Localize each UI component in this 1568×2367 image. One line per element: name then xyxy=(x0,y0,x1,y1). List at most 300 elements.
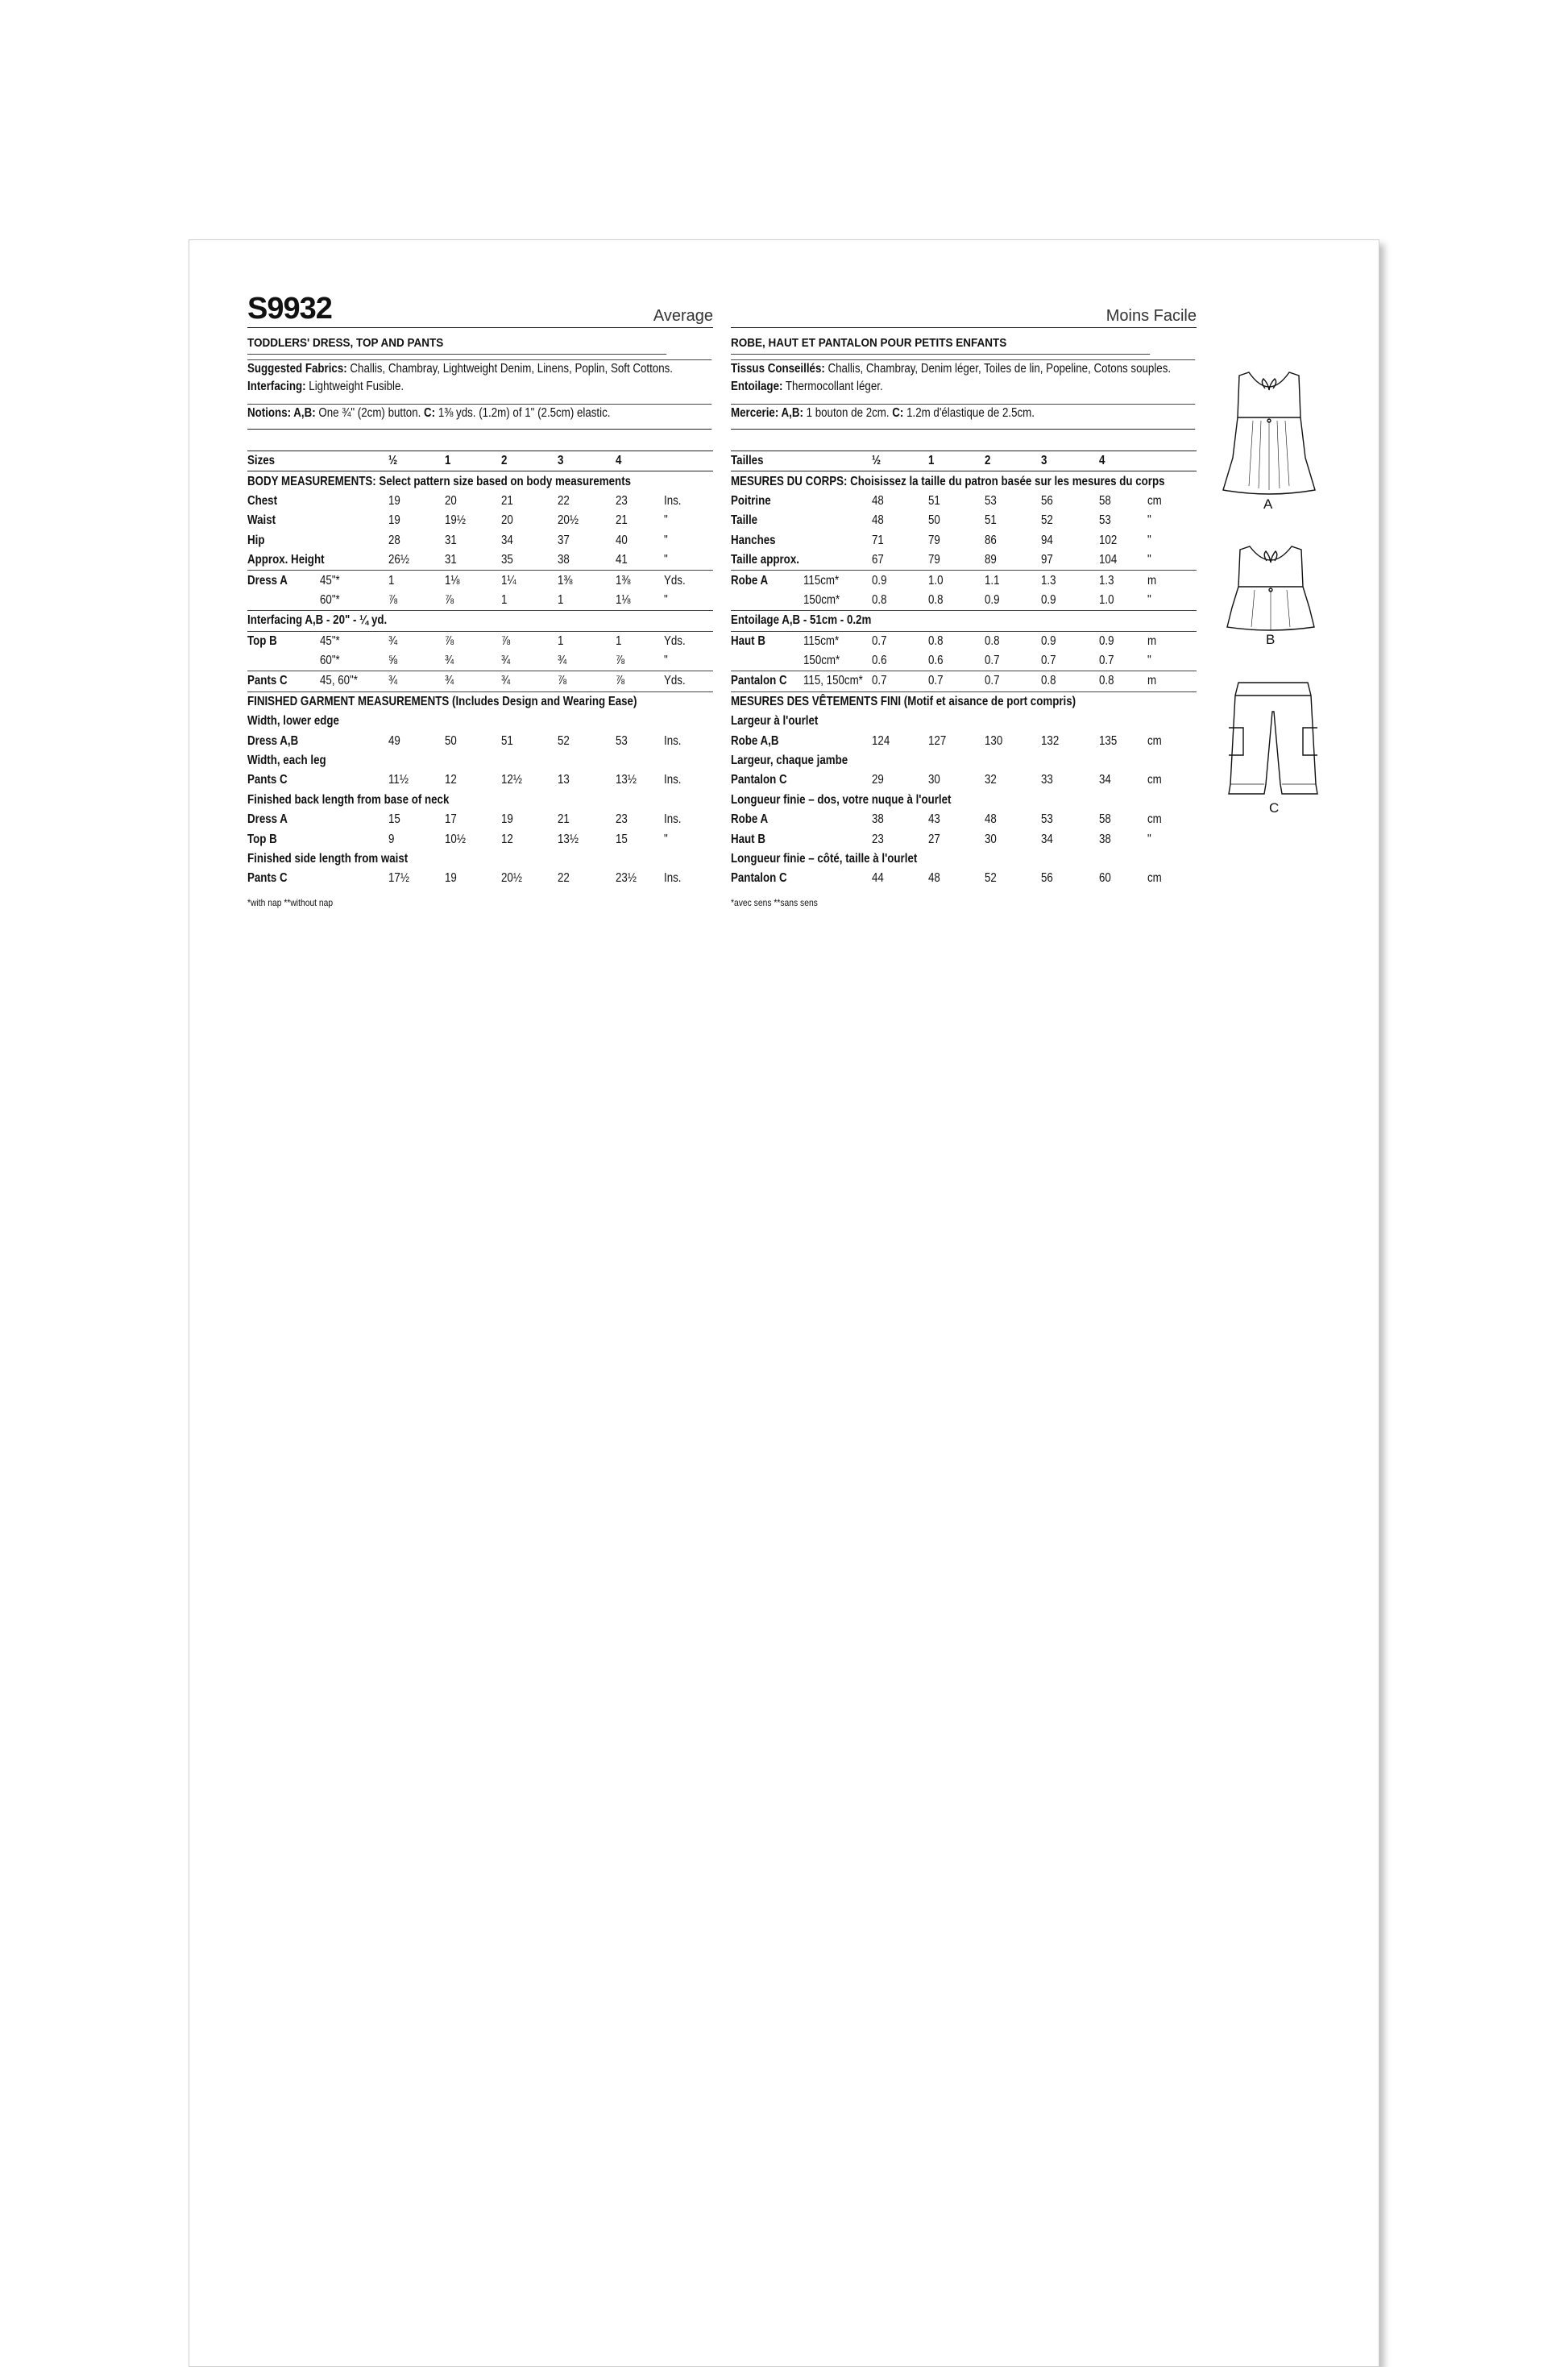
fabric-width xyxy=(803,731,872,750)
row-label xyxy=(731,591,803,611)
value-cell: 0.8 xyxy=(872,592,887,607)
table-row xyxy=(731,712,1197,731)
row-label: Haut B xyxy=(731,631,803,651)
value-cell: 15 xyxy=(388,812,400,827)
value-cell: 20½ xyxy=(558,513,579,528)
value-cell: 22 xyxy=(558,493,570,508)
table-row xyxy=(247,591,713,611)
value-cell: 86 xyxy=(985,533,997,547)
fabric-width xyxy=(803,869,872,888)
value-cell: 0.9 xyxy=(1041,631,1099,651)
value-cell: ⅞ xyxy=(501,631,558,651)
sublabel-cell: Largeur, chaque jambe xyxy=(731,754,848,768)
value-cell: ½ xyxy=(872,451,928,471)
fabrics-paragraph-fr xyxy=(731,359,1196,399)
table-row xyxy=(731,451,1197,471)
value-cell: 50 xyxy=(928,513,940,528)
unit-cell: " xyxy=(1147,553,1151,567)
fabric-width: 115cm* xyxy=(803,631,872,651)
notions-text: One ¾" (2cm) button. xyxy=(315,406,425,420)
pants-c-illustration xyxy=(1221,679,1325,816)
unit-cell: " xyxy=(1147,533,1151,547)
value-cell: 1.3 xyxy=(1041,571,1099,591)
fabrics-paragraph xyxy=(247,359,712,399)
value-cell: 20 xyxy=(445,493,457,508)
row-label: Robe A xyxy=(731,812,769,827)
fabric-width xyxy=(803,810,872,829)
label-b: B xyxy=(1266,632,1276,647)
row-label: Poitrine xyxy=(731,493,771,508)
value-cell: ⅞ xyxy=(558,671,616,691)
value-cell: 2 xyxy=(501,451,558,471)
value-cell: 1 xyxy=(616,631,664,651)
table-row xyxy=(247,751,713,770)
value-cell: 35 xyxy=(501,553,513,567)
row-label xyxy=(247,651,320,671)
value-cell: 44 xyxy=(872,871,884,886)
notions-label-fr: Mercerie: A,B: xyxy=(731,406,803,420)
row-label: Pants C xyxy=(247,671,320,691)
value-cell: 0.9 xyxy=(1041,592,1056,607)
value-cell: 1 xyxy=(501,592,508,607)
value-cell: 19 xyxy=(445,871,457,886)
table-row xyxy=(731,631,1197,651)
table-row xyxy=(247,810,713,829)
value-cell: 0.7 xyxy=(1099,654,1114,668)
table-row xyxy=(247,631,713,651)
value-cell: 41 xyxy=(616,553,628,567)
value-cell: 0.7 xyxy=(928,671,985,691)
table-row xyxy=(247,531,713,550)
section-heading: FINISHED GARMENT MEASUREMENTS (Includes Design and Wearing Ease) xyxy=(247,691,713,712)
value-cell: 0.9 xyxy=(872,571,928,591)
french-column xyxy=(731,301,1197,908)
value-cell: ⅞ xyxy=(616,671,664,691)
notions-c-label: C: xyxy=(424,406,436,420)
value-cell: 13½ xyxy=(616,773,637,787)
value-cell: 52 xyxy=(985,871,997,886)
value-cell: 12 xyxy=(501,832,513,846)
value-cell: 53 xyxy=(1041,812,1053,827)
section-heading: BODY MEASUREMENTS: Select pattern size based on body measurements xyxy=(247,474,632,488)
sublabel-cell: Finished back length from base of neck xyxy=(247,792,450,807)
row-label: Pantalon C xyxy=(731,871,787,886)
pattern-back-sheet xyxy=(189,239,1379,2367)
value-cell: 89 xyxy=(985,553,997,567)
pattern-title: TODDLERS' DRESS, TOP AND PANTS xyxy=(247,336,666,355)
pattern-number: S9932 xyxy=(247,292,332,326)
dress-icon xyxy=(1217,369,1321,498)
value-cell: 51 xyxy=(928,493,940,508)
unit-cell: " xyxy=(1147,832,1151,846)
fabric-width xyxy=(320,492,388,511)
unit-cell: " xyxy=(664,533,668,547)
table-row xyxy=(731,691,1197,712)
row-label: Top B xyxy=(247,631,320,651)
notions-c-text-fr: 1.2m d'élastique de 2.5cm. xyxy=(903,406,1035,420)
table-row xyxy=(731,671,1197,691)
unit-cell: m xyxy=(1147,571,1197,591)
value-cell: ¾ xyxy=(501,671,558,691)
value-cell: 17½ xyxy=(388,871,409,886)
notions-c-label-fr: C: xyxy=(892,406,904,420)
value-cell: 0.8 xyxy=(1041,671,1099,691)
fabric-width xyxy=(320,731,388,750)
table-row xyxy=(731,849,1197,869)
unit-cell: cm xyxy=(1147,773,1162,787)
fabric-width xyxy=(320,511,388,530)
unit-cell: Ins. xyxy=(664,812,682,827)
value-cell: 29 xyxy=(872,773,884,787)
value-cell: 1 xyxy=(558,592,564,607)
value-cell: 1 xyxy=(928,451,985,471)
value-cell: 52 xyxy=(558,733,570,748)
interfacing-text: Lightweight Fusible. xyxy=(305,380,404,393)
sublabel-cell: Largeur à l'ourlet xyxy=(731,714,819,729)
value-cell: 79 xyxy=(928,553,940,567)
value-cell: 1⅛ xyxy=(616,592,631,607)
label-c: C xyxy=(1269,800,1280,816)
table-row xyxy=(247,770,713,790)
value-cell: 0.7 xyxy=(985,654,1000,668)
value-cell: 60 xyxy=(1099,871,1111,886)
section-heading: Interfacing A,B - 20" - ¼ yd. xyxy=(247,611,713,631)
value-cell: 127 xyxy=(928,733,947,748)
value-cell: ⅞ xyxy=(445,592,454,607)
value-cell: ¾ xyxy=(388,671,445,691)
row-label: Approx. Height xyxy=(247,553,325,567)
row-label: Pants C xyxy=(247,773,288,787)
value-cell: 40 xyxy=(616,533,628,547)
difficulty-level-fr: Moins Facile xyxy=(1105,307,1197,325)
table-row xyxy=(247,471,713,492)
fabric-width xyxy=(803,492,872,511)
table-row xyxy=(247,651,713,671)
table-row xyxy=(247,869,713,888)
english-header xyxy=(247,292,713,328)
value-cell: 0.9 xyxy=(985,592,1000,607)
value-cell: 1⅛ xyxy=(445,571,501,591)
value-cell: 34 xyxy=(1041,832,1053,846)
unit-cell xyxy=(664,451,713,471)
sublabel-cell: Longueur finie – dos, votre nuque à l'ourlet xyxy=(731,792,952,807)
measurement-table xyxy=(247,451,713,889)
value-cell: 23 xyxy=(872,832,884,846)
value-cell: 1.3 xyxy=(1099,571,1147,591)
table-row xyxy=(731,731,1197,750)
value-cell: 21 xyxy=(558,812,570,827)
measurement-table-fr xyxy=(731,451,1197,889)
fabric-width xyxy=(803,829,872,849)
row-label: Dress A,B xyxy=(247,733,299,748)
value-cell: 94 xyxy=(1041,533,1053,547)
value-cell: 97 xyxy=(1041,553,1053,567)
value-cell: 10½ xyxy=(445,832,466,846)
value-cell: ¾ xyxy=(558,654,567,668)
value-cell: 58 xyxy=(1099,493,1111,508)
value-cell: 50 xyxy=(445,733,457,748)
table-row xyxy=(247,671,713,691)
unit-cell: cm xyxy=(1147,812,1162,827)
value-cell: 132 xyxy=(1041,733,1060,748)
table-row xyxy=(731,511,1197,530)
row-label: Waist xyxy=(247,513,276,528)
table-row xyxy=(247,511,713,530)
value-cell: 26½ xyxy=(388,553,409,567)
value-cell: 58 xyxy=(1099,812,1111,827)
row-label: Hanches xyxy=(731,533,776,547)
interfacing-label-fr: Entoilage: xyxy=(731,380,783,393)
value-cell: 124 xyxy=(872,733,890,748)
value-cell: 28 xyxy=(388,533,400,547)
interfacing-text-fr: Thermocollant léger. xyxy=(782,380,883,393)
table-row xyxy=(731,810,1197,829)
notions-c-text: 1⅜ yds. (1.2m) of 1" (2.5cm) elastic. xyxy=(435,406,611,420)
table-row xyxy=(247,691,713,712)
value-cell: 9 xyxy=(388,832,395,846)
table-row xyxy=(247,712,713,731)
unit-cell: " xyxy=(1147,513,1151,528)
row-label: Haut B xyxy=(731,832,765,846)
row-label: Chest xyxy=(247,493,278,508)
fabric-width xyxy=(320,869,388,888)
table-row xyxy=(247,791,713,810)
fabric-width xyxy=(320,770,388,790)
table-row xyxy=(731,550,1197,571)
value-cell: 1.0 xyxy=(1099,592,1114,607)
value-cell: 31 xyxy=(445,553,457,567)
value-cell: ¾ xyxy=(501,654,511,668)
fabric-width xyxy=(803,451,872,471)
unit-cell: m xyxy=(1147,631,1197,651)
footnote-fr: *avec sens **sans sens xyxy=(731,896,818,908)
table-row xyxy=(731,751,1197,770)
table-row xyxy=(731,869,1197,888)
value-cell: 30 xyxy=(928,773,940,787)
value-cell: 30 xyxy=(985,832,997,846)
value-cell: 21 xyxy=(616,513,628,528)
unit-cell: m xyxy=(1147,671,1197,691)
value-cell: 1 xyxy=(558,631,616,651)
fabric-width xyxy=(320,531,388,550)
value-cell: 102 xyxy=(1099,533,1118,547)
unit-cell: cm xyxy=(1147,493,1162,508)
sublabel-cell: Finished side length from waist xyxy=(247,852,409,866)
value-cell: 52 xyxy=(1041,513,1053,528)
unit-cell: " xyxy=(664,553,668,567)
value-cell: 48 xyxy=(985,812,997,827)
table-row xyxy=(731,651,1197,671)
table-row xyxy=(247,611,713,631)
difficulty-level: Average xyxy=(653,307,713,325)
fabric-width xyxy=(803,531,872,550)
row-label: Pants C xyxy=(247,871,288,886)
value-cell: 13½ xyxy=(558,832,579,846)
unit-cell: " xyxy=(664,513,668,528)
value-cell: 23½ xyxy=(616,871,637,886)
table-row xyxy=(247,571,713,591)
value-cell: 56 xyxy=(1041,493,1053,508)
value-cell: 34 xyxy=(501,533,513,547)
top-icon xyxy=(1222,545,1319,633)
value-cell: 0.8 xyxy=(985,631,1041,651)
pattern-title-fr: ROBE, HAUT ET PANTALON POUR PETITS ENFANTS xyxy=(731,336,1150,355)
table-row xyxy=(731,611,1197,631)
unit-cell: " xyxy=(664,592,668,607)
value-cell: 1 xyxy=(388,571,445,591)
value-cell: 1⅜ xyxy=(616,571,664,591)
value-cell: 38 xyxy=(1099,832,1111,846)
top-b-illustration xyxy=(1222,545,1319,647)
value-cell: 3 xyxy=(1041,451,1099,471)
value-cell: ¾ xyxy=(445,654,454,668)
value-cell: 48 xyxy=(872,493,884,508)
value-cell: 34 xyxy=(1099,773,1111,787)
fabrics-label-fr: Tissus Conseillés: xyxy=(731,362,825,376)
value-cell: 43 xyxy=(928,812,940,827)
fabric-width: 60"* xyxy=(320,654,340,668)
value-cell: 0.9 xyxy=(1099,631,1147,651)
row-label xyxy=(247,591,320,611)
value-cell: 11½ xyxy=(388,773,409,787)
value-cell: 12 xyxy=(445,773,457,787)
english-column xyxy=(247,292,713,908)
row-label: Robe A,B xyxy=(731,733,779,748)
value-cell: 0.8 xyxy=(928,592,944,607)
value-cell: 31 xyxy=(445,533,457,547)
value-cell: ¾ xyxy=(388,631,445,651)
value-cell: 13 xyxy=(558,773,570,787)
fabrics-text: Challis, Chambray, Lightweight Denim, Linens, Poplin, Soft Cottons. xyxy=(346,362,673,376)
table-row xyxy=(247,731,713,750)
notions-paragraph-fr xyxy=(731,404,1196,430)
fabric-width: 150cm* xyxy=(803,654,840,668)
value-cell: 51 xyxy=(501,733,513,748)
value-cell: 15 xyxy=(616,832,628,846)
fabric-width: 60"* xyxy=(320,592,340,607)
table-row xyxy=(731,492,1197,511)
value-cell: 0.8 xyxy=(1099,671,1147,691)
unit-cell: Yds. xyxy=(664,571,713,591)
value-cell: 0.7 xyxy=(872,671,928,691)
unit-cell: " xyxy=(1147,654,1151,668)
value-cell: ¾ xyxy=(445,671,501,691)
table-row xyxy=(247,829,713,849)
row-label: Dress A xyxy=(247,571,320,591)
value-cell: 19½ xyxy=(445,513,466,528)
value-cell: 22 xyxy=(558,871,570,886)
interfacing-label: Interfacing: xyxy=(247,380,306,393)
dress-a-illustration xyxy=(1217,369,1321,512)
value-cell: 53 xyxy=(1099,513,1111,528)
value-cell: 56 xyxy=(1041,871,1053,886)
fabric-width: 45, 60"* xyxy=(320,671,388,691)
value-cell: 27 xyxy=(928,832,940,846)
row-label: Taille approx. xyxy=(731,553,799,567)
notions-paragraph xyxy=(247,404,712,430)
value-cell: 67 xyxy=(872,553,884,567)
value-cell: 23 xyxy=(616,812,628,827)
unit-cell: cm xyxy=(1147,733,1162,748)
unit-cell: Ins. xyxy=(664,493,682,508)
table-row xyxy=(731,471,1197,492)
unit-cell: Yds. xyxy=(664,671,713,691)
value-cell: 53 xyxy=(616,733,628,748)
value-cell: 3 xyxy=(558,451,616,471)
unit-cell: cm xyxy=(1147,871,1162,886)
fabric-width: 45"* xyxy=(320,571,388,591)
sublabel-cell: Width, lower edge xyxy=(247,714,339,729)
value-cell: 0.6 xyxy=(872,654,887,668)
table-row xyxy=(731,591,1197,611)
unit-cell xyxy=(1147,451,1197,471)
table-row xyxy=(247,492,713,511)
fabric-width: 150cm* xyxy=(803,592,840,607)
fabrics-text-fr: Challis, Chambray, Denim léger, Toiles de lin, Popeline, Cotons souples. xyxy=(824,362,1172,376)
value-cell: 0.7 xyxy=(985,671,1041,691)
value-cell: 1⅜ xyxy=(558,571,616,591)
fabric-width xyxy=(803,511,872,530)
value-cell: 32 xyxy=(985,773,997,787)
unit-cell: Ins. xyxy=(664,733,682,748)
table-row xyxy=(731,770,1197,790)
value-cell: 19 xyxy=(388,513,400,528)
value-cell: 0.8 xyxy=(928,631,985,651)
label-a: A xyxy=(1263,496,1273,512)
value-cell: ⅝ xyxy=(388,654,398,668)
section-heading: Entoilage A,B - 51cm - 0.2m xyxy=(731,611,1197,631)
section-heading: MESURES DES VÊTEMENTS FINI (Motif et aisance de port compris) xyxy=(731,691,1197,712)
footnote: *with nap **without nap xyxy=(247,896,334,908)
row-label: Taille xyxy=(731,513,758,528)
value-cell: 1 xyxy=(445,451,501,471)
value-cell: 48 xyxy=(928,871,940,886)
fabric-width xyxy=(803,770,872,790)
unit-cell: Ins. xyxy=(664,773,682,787)
unit-cell: Yds. xyxy=(664,631,713,651)
row-label: Sizes xyxy=(247,451,320,471)
fabrics-label: Suggested Fabrics: xyxy=(247,362,347,376)
value-cell: 4 xyxy=(616,451,664,471)
value-cell: 21 xyxy=(501,493,513,508)
value-cell: 79 xyxy=(928,533,940,547)
sublabel-cell: Width, each leg xyxy=(247,754,326,768)
value-cell: 104 xyxy=(1099,553,1118,567)
value-cell: 1¼ xyxy=(501,571,558,591)
value-cell: 20½ xyxy=(501,871,522,886)
value-cell: 33 xyxy=(1041,773,1053,787)
table-row xyxy=(247,849,713,869)
value-cell: 130 xyxy=(985,733,1003,748)
table-row xyxy=(731,571,1197,591)
row-label: Robe A xyxy=(731,571,803,591)
fabric-width: 45"* xyxy=(320,631,388,651)
value-cell: 20 xyxy=(501,513,513,528)
value-cell: ⅞ xyxy=(388,592,398,607)
value-cell: 38 xyxy=(558,553,570,567)
value-cell: ⅞ xyxy=(445,631,501,651)
row-label: Top B xyxy=(247,832,277,846)
french-header xyxy=(731,301,1197,328)
value-cell: 1.1 xyxy=(985,571,1041,591)
value-cell: ½ xyxy=(388,451,445,471)
value-cell: 12½ xyxy=(501,773,522,787)
notions-text-fr: 1 bouton de 2cm. xyxy=(803,406,893,420)
fabric-width: 115, 150cm* xyxy=(803,671,872,691)
unit-cell: " xyxy=(1147,592,1151,607)
pants-icon xyxy=(1221,679,1325,800)
fabric-width xyxy=(320,451,388,471)
